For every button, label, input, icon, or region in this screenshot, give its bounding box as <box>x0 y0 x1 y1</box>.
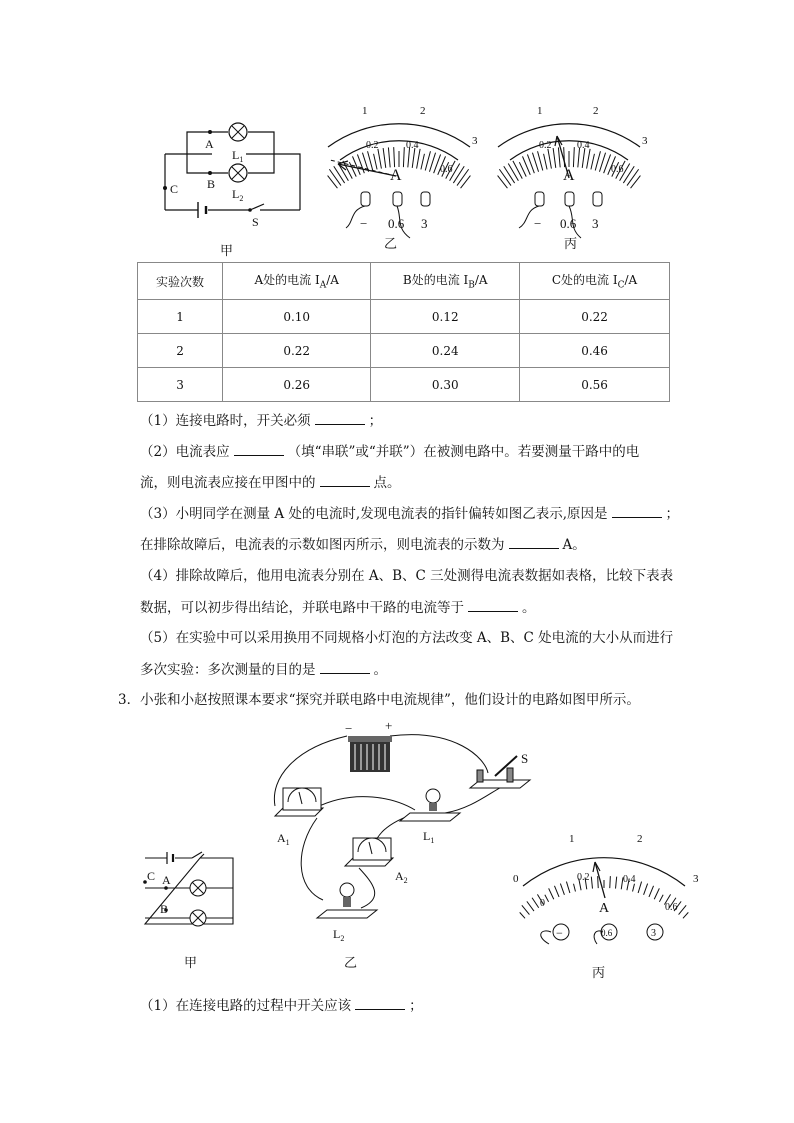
table-row <box>138 300 670 334</box>
svg-text:A: A <box>162 873 171 887</box>
circuit-label-C: C <box>170 182 179 196</box>
figure2-label-yi: 乙 <box>344 956 358 971</box>
meter-tick <box>328 176 338 189</box>
table-cell: 2 <box>138 334 223 368</box>
meter-tick <box>368 151 373 170</box>
svg-text:0.6: 0.6 <box>440 164 453 175</box>
meter-tick <box>499 169 511 185</box>
question-1: （1）连接电路时，开关必须 ； <box>140 410 382 431</box>
figure1-label-bing: 丙 <box>564 237 578 252</box>
data-table <box>137 262 670 402</box>
meter-tick <box>453 166 464 183</box>
meter-tick <box>508 163 518 180</box>
answer-blank[interactable] <box>355 995 405 1010</box>
meter-tick <box>412 148 415 168</box>
svg-text:0.6: 0.6 <box>388 216 405 231</box>
meter-tick <box>461 176 471 189</box>
svg-text:−: − <box>556 926 563 940</box>
figure1-meter-yi <box>310 100 490 250</box>
svg-text:2: 2 <box>593 105 599 117</box>
meter-tick <box>649 886 654 897</box>
table-cell: 0.46 <box>520 334 670 368</box>
meter-tick <box>538 151 543 170</box>
svg-text:2: 2 <box>420 105 426 117</box>
meter-tick <box>598 876 599 888</box>
question-2-line2: 流，则电流表应接在甲图中的 点。 <box>140 472 401 493</box>
svg-text:C: C <box>147 869 156 883</box>
meter-tick <box>343 161 352 179</box>
question-4-line1: （4）排除故障后，他用电流表分别在 A、B、C 三处测得电流表数据如表格，比较下表表 <box>140 568 674 584</box>
circuit-label-A: A <box>205 137 214 151</box>
svg-text:L2: $L_2$ <box>333 927 345 943</box>
svg-text:A2: $A_2$ <box>395 869 408 885</box>
meter-tick <box>679 905 687 914</box>
meter-tick <box>403 147 404 167</box>
meter-tick <box>644 884 648 895</box>
svg-text:3: 3 <box>651 928 656 939</box>
table-cell: 0.22 <box>520 300 670 334</box>
answer-blank[interactable] <box>320 472 370 487</box>
circuit-label-B: B <box>207 177 216 191</box>
figure1-meter-bing <box>485 100 665 250</box>
table-row <box>138 334 670 368</box>
meter-tick <box>554 886 559 897</box>
problem-3-stem: 3．小张和小赵按照课本要求“探究并联电路中电流规律”，他们设计的电路如图甲所示。 <box>118 692 640 708</box>
svg-text:3: 3 <box>421 216 428 231</box>
meter-tick <box>683 912 688 918</box>
meter-tick <box>532 898 539 908</box>
table-cell: 0.26 <box>223 368 371 402</box>
meter-tick <box>599 153 605 172</box>
meter-tick <box>659 895 663 902</box>
svg-text:0.6: 0.6 <box>560 216 577 231</box>
meter-tick <box>374 154 378 170</box>
meter-tick <box>638 882 641 893</box>
meter-tick <box>520 912 525 918</box>
table-header: A处的电流 $I_A/A$ <box>223 263 371 300</box>
svg-text:0.4: 0.4 <box>623 874 636 885</box>
meter-tick <box>595 151 600 170</box>
meter-tick <box>334 166 345 183</box>
meter-tick <box>498 176 508 189</box>
question-3-line1: （3）小明同学在测量 A 处的电流时,发现电流表的指针偏转如图乙表示,原因是 ； <box>140 503 679 524</box>
answer-blank[interactable] <box>509 534 559 549</box>
table-header-row <box>138 263 670 300</box>
table-cell: 0.56 <box>520 368 670 402</box>
meter-tick <box>504 166 515 183</box>
svg-text:3: 3 <box>693 873 699 885</box>
svg-text:A1: $A_1$ <box>277 831 290 847</box>
svg-text:L2: $L_2$ <box>232 187 244 203</box>
meter-tick <box>631 176 641 189</box>
figure1-label-jia: 甲 <box>220 244 234 259</box>
answer-blank[interactable] <box>234 441 284 456</box>
meter-tick <box>587 149 591 169</box>
meter-tick <box>544 154 548 170</box>
svg-text:1: 1 <box>537 105 543 117</box>
meter-tick <box>627 169 639 185</box>
meter-tick <box>532 153 538 172</box>
svg-text:1: 1 <box>362 105 368 117</box>
svg-text:0.2: 0.2 <box>539 140 552 151</box>
meter-tick <box>582 148 585 168</box>
svg-text:0: 0 <box>540 898 545 909</box>
meter-tick <box>548 149 552 169</box>
table-cell: 0.22 <box>223 334 371 368</box>
answer-blank[interactable] <box>315 410 365 425</box>
meter-unit-bing: A <box>563 167 575 184</box>
svg-text:+: + <box>385 718 393 733</box>
svg-text:−: − <box>534 216 542 231</box>
svg-text:A: A <box>599 901 610 916</box>
svg-text:−: − <box>345 721 353 736</box>
problem-3-question-1: （1）在连接电路的过程中开关应该 ； <box>140 995 423 1016</box>
meter-tick <box>558 147 560 167</box>
svg-text:B: B <box>160 902 169 916</box>
meter-tick <box>574 884 576 892</box>
figure1-label-yi: 乙 <box>384 237 398 252</box>
svg-text:0.6: 0.6 <box>601 928 613 938</box>
meter-tick <box>591 154 595 170</box>
table-cell: 0.30 <box>371 368 520 402</box>
meter-tick <box>513 161 522 179</box>
table-cell: 1 <box>138 300 223 334</box>
meter-tick <box>421 154 425 170</box>
meter-tick <box>549 888 554 899</box>
question-4-line2: 数据，可以初步得出结论，并联电路中干路的电流等于 。 <box>140 597 536 618</box>
meter-tick <box>378 149 382 169</box>
meter-tick <box>457 169 469 185</box>
meter-tick <box>610 876 611 888</box>
figure2-meter-bing <box>505 820 715 960</box>
answer-blank[interactable] <box>468 597 518 612</box>
answer-blank[interactable] <box>612 503 662 518</box>
svg-text:1: 1 <box>569 833 575 845</box>
svg-text:3: 3 <box>472 135 478 147</box>
meter-tick <box>429 153 435 172</box>
meter-unit-yi: A <box>390 167 402 184</box>
meter-tick <box>591 877 592 889</box>
meter-tick <box>566 882 569 893</box>
meter-tick <box>394 147 395 167</box>
figure2-label-bing: 丙 <box>592 966 606 981</box>
meter-tick <box>573 147 574 167</box>
svg-text:3: 3 <box>592 216 599 231</box>
circuit-label-S: S <box>252 215 259 229</box>
question-2-line1: （2）电流表应 （填“串联”或“并联”）在被测电路中。若要测量干路中的电 <box>140 441 639 462</box>
svg-text:0.4: 0.4 <box>577 140 590 151</box>
svg-text:3: 3 <box>642 135 648 147</box>
svg-text:S: S <box>521 751 529 766</box>
table-header: 实验次数 <box>138 263 223 300</box>
meter-tick <box>527 901 534 911</box>
meter-tick <box>417 149 421 169</box>
table-row <box>138 368 670 402</box>
table-cell: 3 <box>138 368 223 402</box>
svg-text:−: − <box>360 216 368 231</box>
svg-text:L1: $L_1$ <box>423 829 435 845</box>
table-header: C处的电流 $I_C/A$ <box>520 263 670 300</box>
meter-tick <box>623 166 634 183</box>
meter-tick <box>522 905 530 914</box>
meter-tick <box>553 148 556 168</box>
meter-tick <box>425 151 430 170</box>
figure2-label-jia: 甲 <box>184 956 198 971</box>
svg-text:L1: $L_1$ <box>232 148 244 164</box>
table-header: B处的电流 $I_B/A$ <box>371 263 520 300</box>
answer-blank[interactable] <box>320 659 370 674</box>
meter-tick <box>388 147 390 167</box>
svg-text:2: 2 <box>637 833 643 845</box>
question-5-line1: （5）在实验中可以采用换用不同规格小灯泡的方法改变 A、B、C 处电流的大小从而进行 <box>140 630 674 646</box>
meter-tick <box>545 895 549 902</box>
meter-tick <box>329 169 341 185</box>
table-cell: 0.10 <box>223 300 371 334</box>
meter-tick <box>616 877 617 889</box>
svg-text:0.2: 0.2 <box>577 872 590 883</box>
question-3-line2: 在排除故障后，电流表的示数如图丙所示，则电流表的示数为 A。 <box>140 534 586 555</box>
figure2-jia-circuit <box>140 850 240 935</box>
meter-tick <box>383 148 386 168</box>
svg-text:0.6: 0.6 <box>611 164 624 175</box>
figure1-jia-circuit <box>150 118 310 258</box>
svg-text:0: 0 <box>513 873 519 885</box>
meter-tick <box>654 888 659 899</box>
table-cell: 0.12 <box>371 300 520 334</box>
meter-tick <box>560 884 564 895</box>
question-5-line2: 多次实验：多次测量的目的是 。 <box>140 659 387 680</box>
svg-text:0.4: 0.4 <box>406 140 419 151</box>
table-cell: 0.24 <box>371 334 520 368</box>
svg-text:0.6: 0.6 <box>665 902 678 913</box>
svg-text:0.2: 0.2 <box>366 140 379 151</box>
